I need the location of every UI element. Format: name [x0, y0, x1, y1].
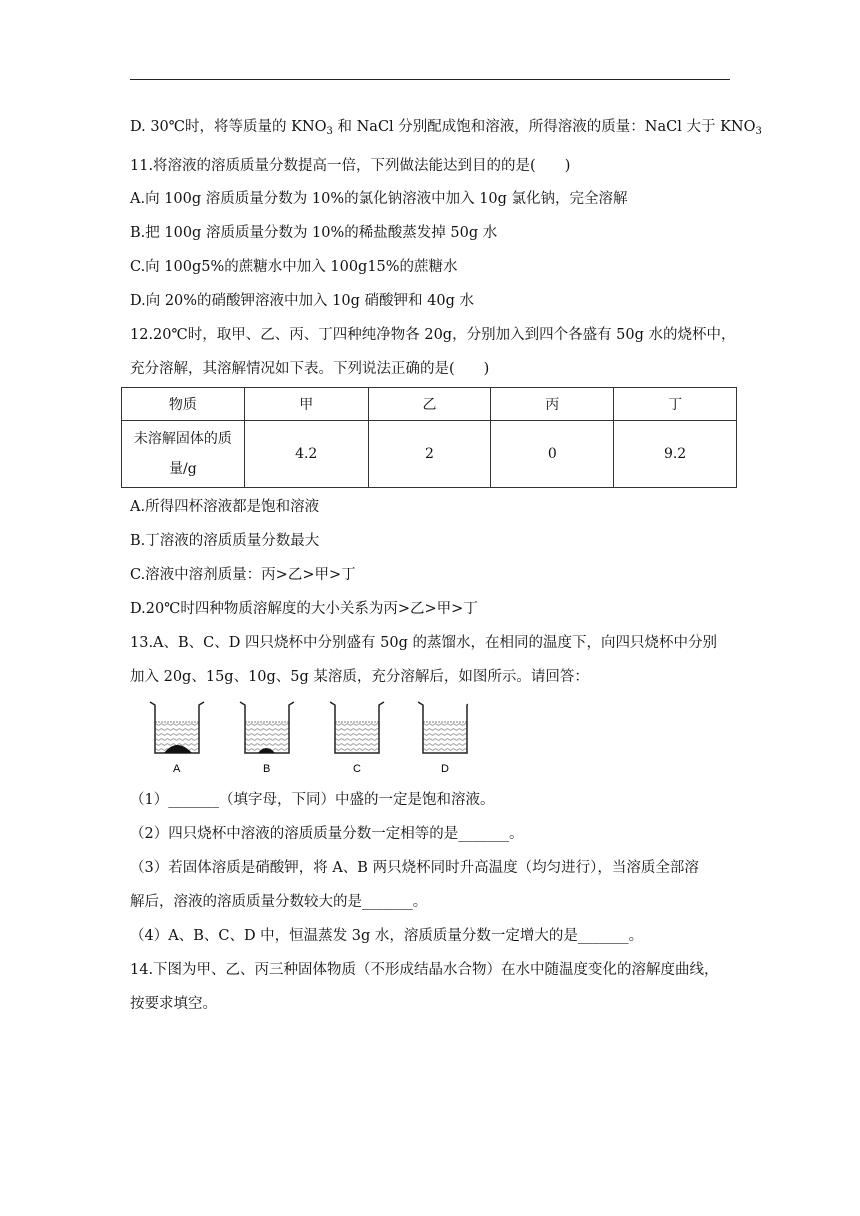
table-header-cell: 丙: [491, 388, 614, 421]
q13-sub-question-3-line-2: 解后，溶液的溶质质量分数较大的是_______。: [130, 894, 428, 910]
q10-option-d-subscript-1: 3: [326, 126, 333, 137]
table-header-cell: 乙: [368, 388, 491, 421]
q13-stem-line-1: 13.A、B、C、D 四只烧杯中分别盛有 50g 的蒸馏水，在相同的温度下，向四只烧杯中分别: [130, 635, 717, 651]
q13-sub-question-2: （2）四只烧杯中溶液的溶质质量分数一定相等的是_______。: [130, 826, 524, 842]
q11-option-a: A.向 100g 溶质质量分数为 10%的氯化钠溶液中加入 10g 氯化钠，完全溶解: [130, 191, 628, 207]
q11-option-b: B.把 100g 溶质质量分数为 10%的稀盐酸蒸发掉 50g 水: [130, 225, 498, 241]
q10-option-d-text-2: 和 NaCl 分别配成饱和溶液，所得溶液的质量：NaCl 大于 KNO: [332, 119, 756, 135]
table-header-cell: 甲: [244, 388, 368, 421]
table-row-label: [122, 421, 245, 488]
q12-option-b: B.丁溶液的溶质质量分数最大: [130, 533, 320, 549]
table-cell: 4.2: [244, 421, 368, 488]
table-header-row: [122, 388, 737, 421]
q12-solubility-table: [121, 387, 737, 488]
q14-stem-line-2: 按要求填空。: [130, 996, 217, 1012]
table-header-cell: 丁: [614, 388, 737, 421]
beaker-a: [150, 702, 204, 775]
beaker-c: [330, 702, 384, 775]
table-row: [122, 421, 737, 488]
beaker-d: [418, 702, 468, 775]
q12-option-c: C.溶液中溶剂质量：丙>乙>甲>丁: [130, 567, 356, 583]
q10-option-d-subscript-2: 3: [755, 126, 762, 137]
header-rule: [130, 79, 730, 80]
q12-stem-line-2: 充分溶解，其溶解情况如下表。下列说法正确的是( ): [130, 361, 490, 377]
table-row-label-line-1: 未溶解固体的质: [133, 431, 232, 447]
q13-sub-question-1: （1）_______（填字母，下同）中盛的一定是饱和溶液。: [130, 792, 495, 808]
beaker-label-c: C: [353, 763, 361, 775]
beaker-label-b: B: [263, 763, 271, 775]
table-cell: 0: [491, 421, 614, 488]
beakers-figure: [148, 697, 468, 777]
beaker-label-d: D: [441, 763, 449, 775]
beaker-label-a: A: [173, 763, 181, 775]
q13-stem-line-2: 加入 20g、15g、10g、5g 某溶质，充分溶解后，如图所示。请回答：: [130, 669, 589, 685]
q11-option-c: C.向 100g5%的蔗糖水中加入 100g15%的蔗糖水: [130, 259, 458, 275]
table-cell: 2: [368, 421, 491, 488]
q12-option-a: A.所得四杯溶液都是饱和溶液: [130, 499, 320, 515]
table-header-cell: 物质: [122, 388, 245, 421]
table-cell: 9.2: [614, 421, 737, 488]
q13-sub-question-4: （4）A、B、C、D 中，恒温蒸发 3g 水，溶质质量分数一定增大的是_______。: [130, 928, 644, 944]
q12-option-d: D.20℃时四种物质溶解度的大小关系为丙>乙>甲>丁: [130, 601, 478, 617]
table-row-label-line-2: 量/g: [169, 461, 197, 477]
q10-option-d: [130, 116, 762, 143]
q10-option-d-text-1: D. 30℃时，将等质量的 KNO: [130, 119, 327, 135]
q14-stem-line-1: 14.下图为甲、乙、丙三种固体物质（不形成结晶水合物）在水中随温度变化的溶解度曲线，: [130, 962, 719, 978]
q11-option-d: D.向 20%的硝酸钾溶液中加入 10g 硝酸钾和 40g 水: [130, 293, 474, 309]
q11-stem: 11.将溶液的溶质质量分数提高一倍，下列做法能达到目的的是( ): [130, 158, 571, 174]
beaker-b: [240, 702, 294, 775]
q12-stem-line-1: 12.20℃时，取甲、乙、丙、丁四种纯净物各 20g，分别加入到四个各盛有 50g 水的烧杯中，: [130, 327, 736, 343]
q13-sub-question-3-line-1: （3）若固体溶质是硝酸钾，将 A、B 两只烧杯同时升高温度（均匀进行），当溶质全部溶: [130, 860, 699, 876]
